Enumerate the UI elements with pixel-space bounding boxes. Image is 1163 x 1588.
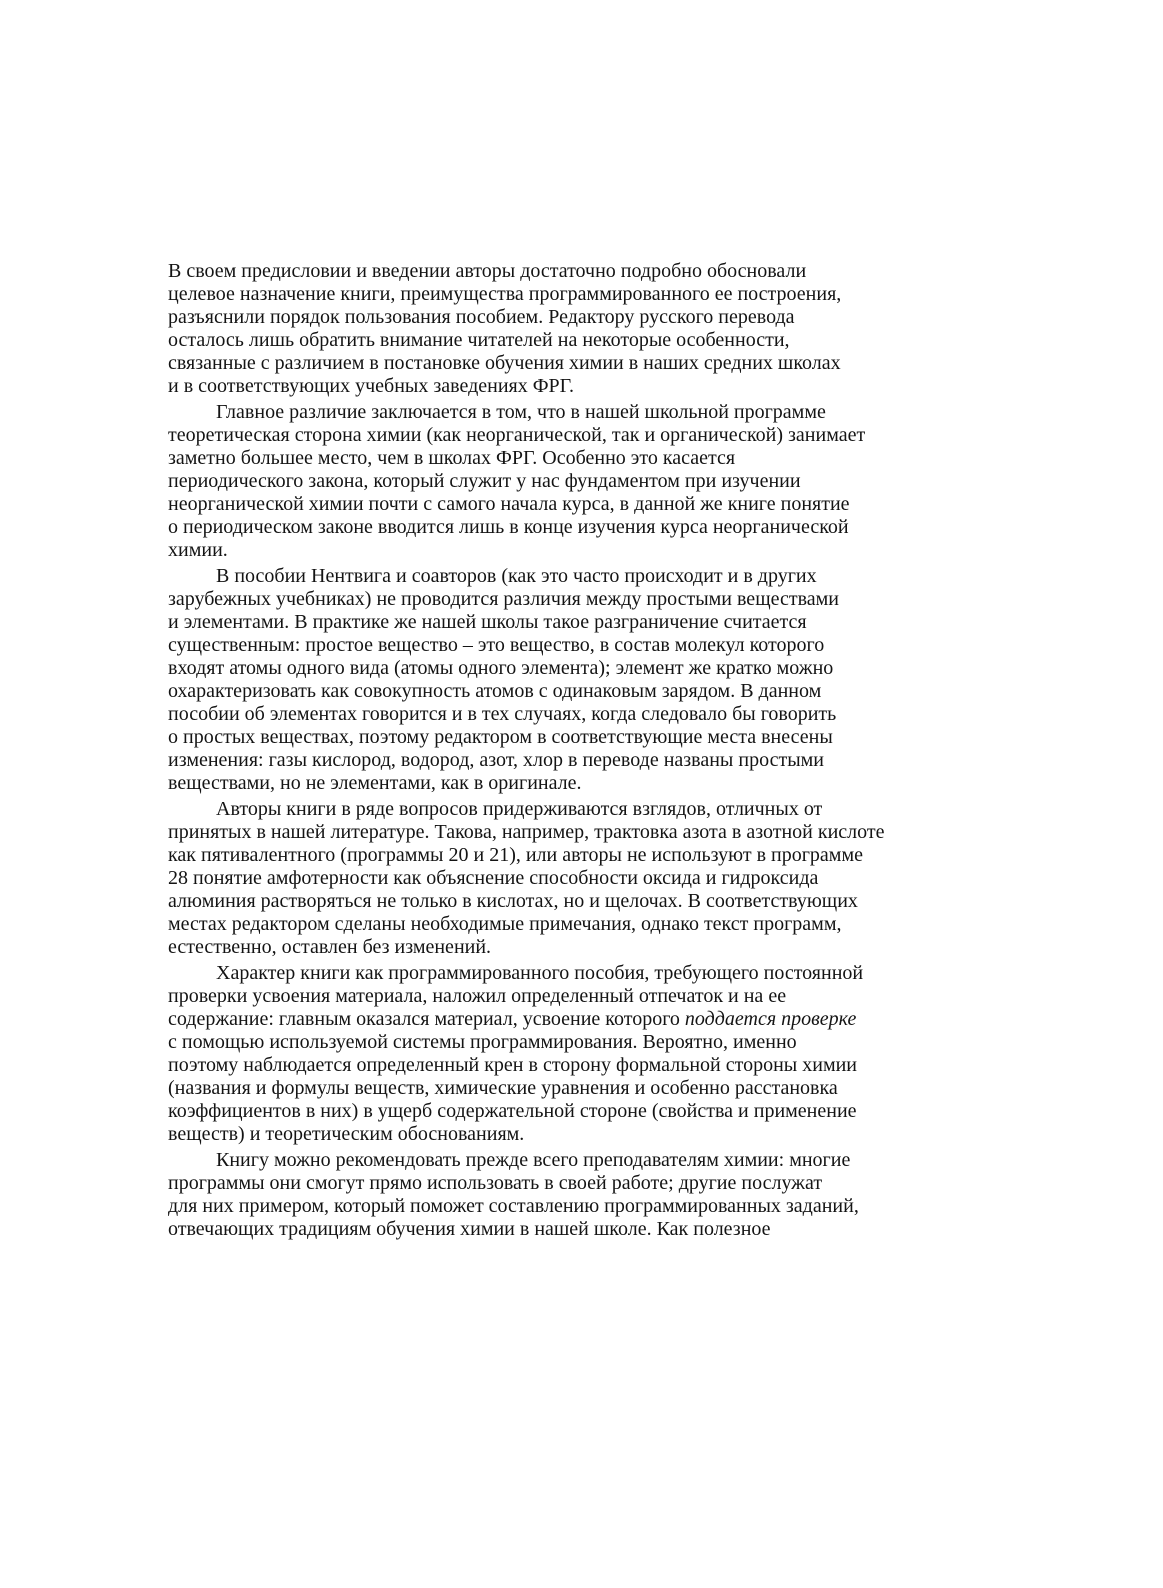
- text-line: пособии об элементах говорится и в тех случаях, когда следовало бы говорить: [168, 703, 837, 725]
- paragraph: [168, 401, 983, 562]
- paragraph: [168, 798, 983, 959]
- text-line: периодического закона, который служит у нас фундаментом при изучении: [168, 470, 801, 492]
- text-line: поэтому наблюдается определенный крен в сторону формальной стороны химии: [168, 1054, 858, 1076]
- text-line: Книгу можно рекомендовать прежде всего преподавателям химии: многие: [216, 1149, 851, 1171]
- text-line: входят атомы одного вида (атомы одного элемента); элемент же кратко можно: [168, 657, 834, 679]
- text-line: Авторы книги в ряде вопросов придерживаются взглядов, отличных от: [216, 798, 823, 820]
- text-line: (названия и формулы веществ, химические уравнения и особенно расстановка: [168, 1077, 838, 1099]
- text-line: разъяснили порядок пользования пособием. Редактору русского перевода: [168, 306, 795, 328]
- text-line: существенным: простое вещество – это вещество, в состав молекул которого: [168, 634, 825, 656]
- text-line: веществами, но не элементами, как в оригинале.: [168, 772, 582, 794]
- text-line: Характер книги как программированного пособия, требующего постоянной: [216, 962, 864, 984]
- body-text: [168, 260, 983, 1241]
- text-line: и в соответствующих учебных заведениях ФРГ.: [168, 375, 574, 397]
- text-line: алюминия растворяться не только в кислотах, но и щелочах. В соответствующих: [168, 890, 858, 912]
- text-line: неорганической химии почти с самого начала курса, в данной же книге понятие: [168, 493, 850, 515]
- text-line: с помощью используемой системы программирования. Вероятно, именно: [168, 1031, 797, 1053]
- text-line: принятых в нашей литературе. Такова, например, трактовка азота в азотной кислоте: [168, 821, 885, 843]
- text-line: заметно большее место, чем в школах ФРГ. Особенно это касается: [168, 447, 736, 469]
- text-line: для них примером, который поможет составлению программированных заданий,: [168, 1195, 859, 1217]
- paragraph: [168, 565, 983, 795]
- text-line: В своем предисловии и введении авторы достаточно подробно обосновали: [168, 260, 807, 282]
- text-line: и элементами. В практике же нашей школы такое разграничение считается: [168, 611, 807, 633]
- paragraph: [168, 260, 983, 398]
- text-line: о простых веществах, поэтому редактором в соответствующие места внесены: [168, 726, 833, 748]
- text-line: отвечающих традициям обучения химии в нашей школе. Как полезное: [168, 1218, 771, 1240]
- text-line: химии.: [168, 539, 228, 561]
- text-line: программы они смогут прямо использовать в своей работе; другие послужат: [168, 1172, 823, 1194]
- text-line: как пятивалентного (программы 20 и 21), или авторы не используют в программе: [168, 844, 863, 866]
- text-line: естественно, оставлен без изменений.: [168, 936, 492, 958]
- text-line: зарубежных учебниках) не проводится различия между простыми веществами: [168, 588, 839, 610]
- text-line: [168, 1008, 983, 1031]
- text-line: коэффициентов в них) в ущерб содержательной стороне (свойства и применение: [168, 1100, 857, 1122]
- text-fragment: содержание: главным оказался материал, усвоение которого: [168, 1008, 685, 1030]
- text-line: осталось лишь обратить внимание читателей на некоторые особенности,: [168, 329, 790, 351]
- text-line: 28 понятие амфотерности как объяснение способности оксида и гидроксида: [168, 867, 819, 889]
- text-line: охарактеризовать как совокупность атомов с одинаковым зарядом. В данном: [168, 680, 822, 702]
- paragraph: [168, 1149, 983, 1241]
- text-line: целевое назначение книги, преимущества программированного ее построения,: [168, 283, 842, 305]
- paragraph: [168, 962, 983, 1146]
- text-line: проверки усвоения материала, наложил определенный отпечаток и на ее: [168, 985, 787, 1007]
- text-line: В пособии Нентвига и соавторов (как это часто происходит и в других: [216, 565, 817, 587]
- text-line: теоретическая сторона химии (как неорганической, так и органической) занимает: [168, 424, 866, 446]
- text-line: веществ) и теоретическим обоснованиям.: [168, 1123, 525, 1145]
- text-line: о периодическом законе вводится лишь в конце изучения курса неорганической: [168, 516, 849, 538]
- text-line: связанные с различием в постановке обучения химии в наших средних школах: [168, 352, 841, 374]
- text-line: местах редактором сделаны необходимые примечания, однако текст программ,: [168, 913, 842, 935]
- text-line: изменения: газы кислород, водород, азот, хлор в переводе названы простыми: [168, 749, 824, 771]
- text-line: Главное различие заключается в том, что в нашей школьной программе: [216, 401, 826, 423]
- italic-emphasis: поддается проверке: [684, 1008, 857, 1030]
